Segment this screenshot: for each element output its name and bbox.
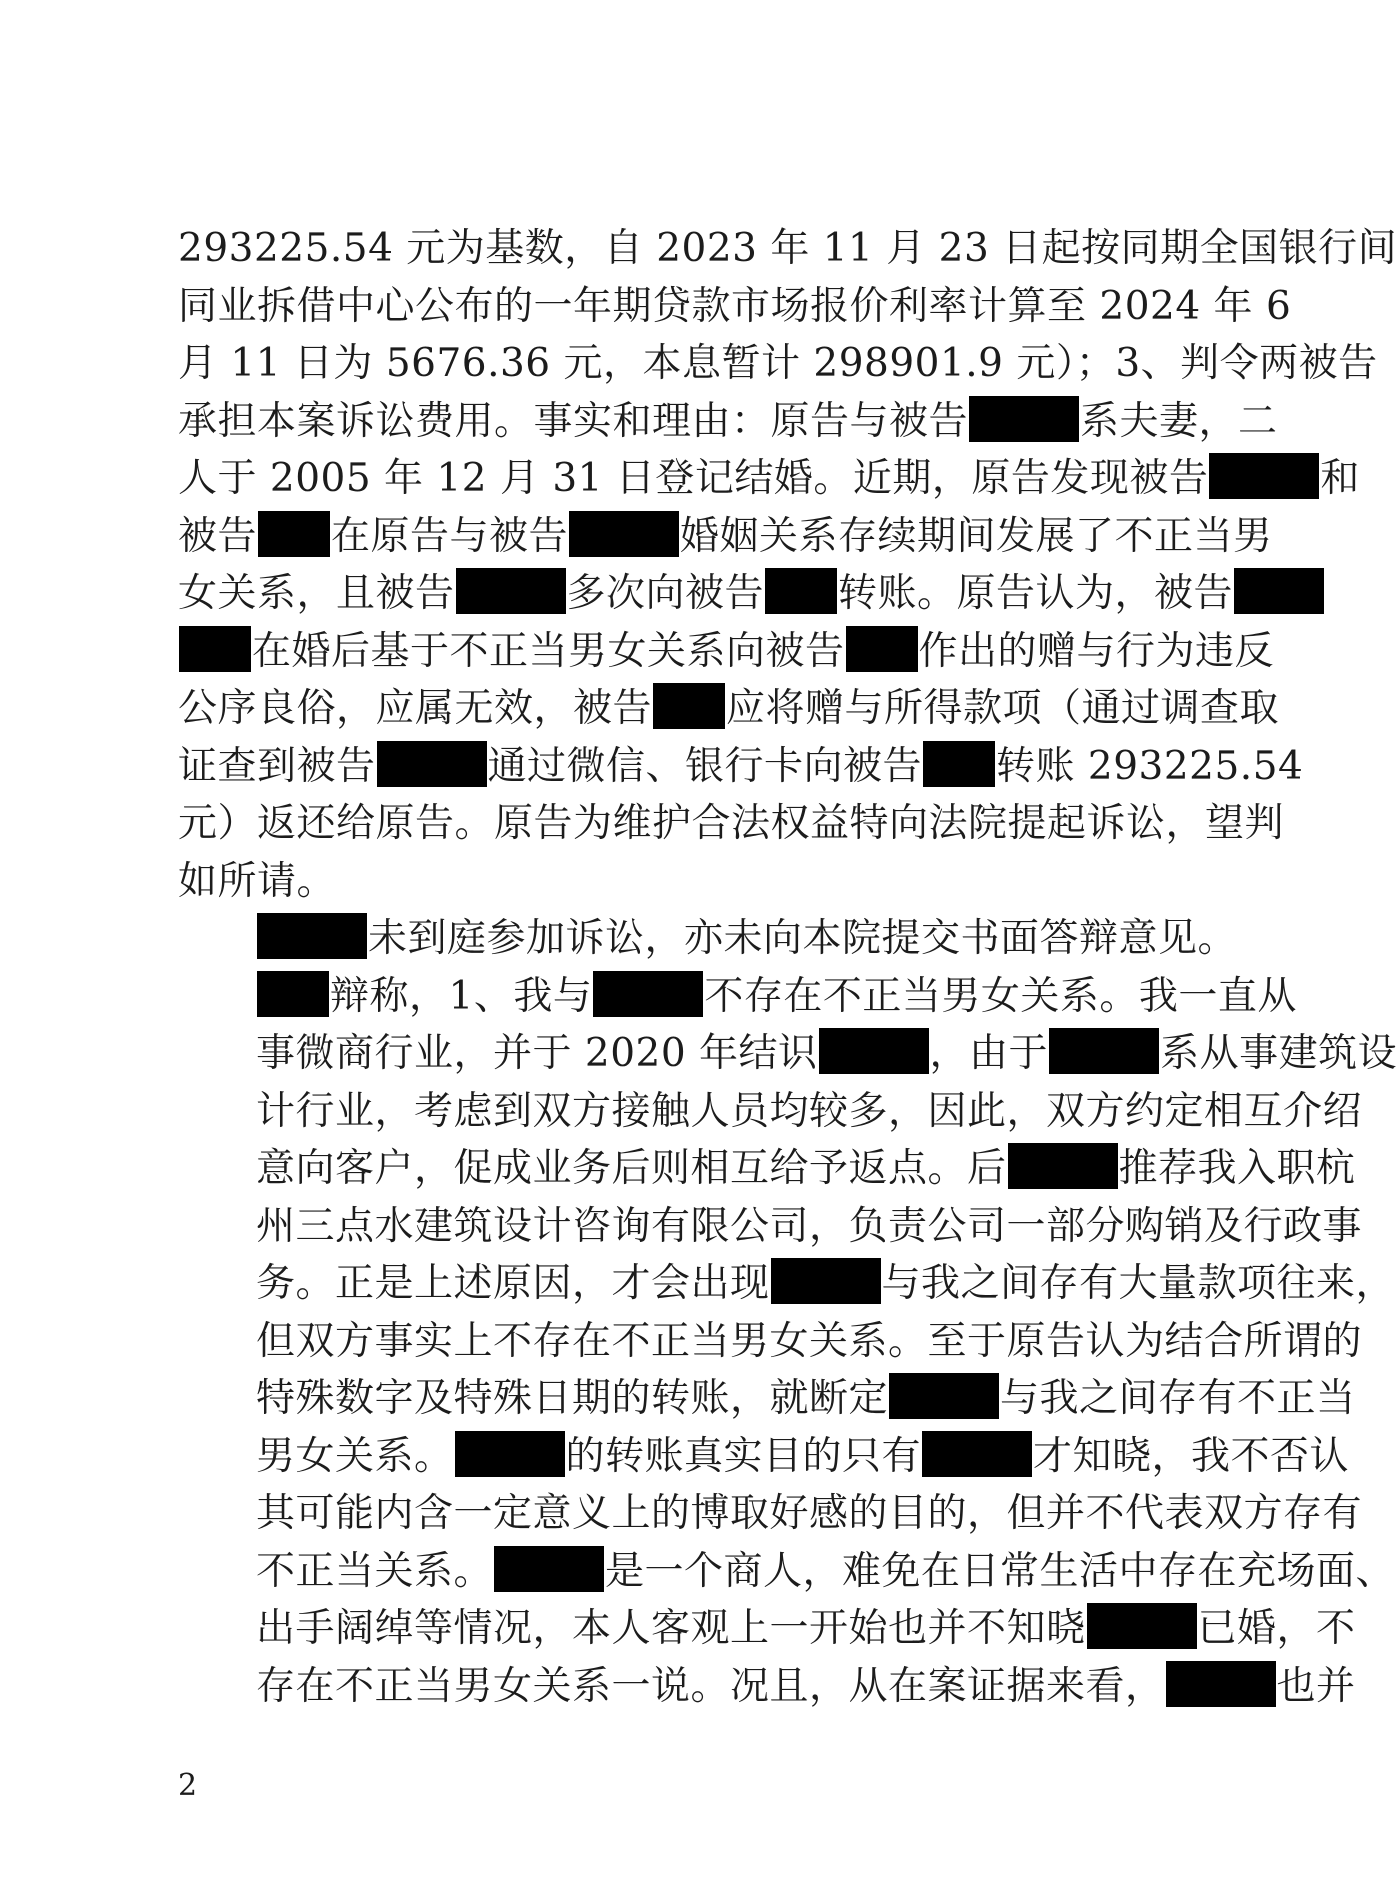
text-segment: 应将赠与所得款项（通过调查取 [726,686,1280,731]
text-segment: 通过微信、银行卡向被告 [487,743,923,789]
text-line [178,1543,1396,1601]
text-segment: 但双方事实上不存在不正当男女关系。至于原告认为结合所谓的 [256,1318,1363,1364]
text-line [178,1600,1356,1658]
redaction-box [569,511,679,557]
text-segment: 已婚，不 [1197,1606,1356,1651]
redaction-box [377,741,487,787]
redaction-box [1166,1661,1276,1707]
text-segment: 在婚后基于不正当男女关系向被告 [252,628,845,674]
redaction-box [455,1431,565,1477]
redaction-box [456,568,566,614]
text-segment: 不正当关系。 [256,1548,494,1594]
redaction-box [1234,568,1324,614]
text-segment: 州三点水建筑设计咨询有限公司，负责公司一部分购销及行政事 [256,1203,1363,1249]
text-line [178,1198,1363,1256]
text-segment: 多次向被告 [566,571,765,616]
text-segment: 被告 [178,513,258,559]
text-segment: 不存在不正当男女关系。我一直从 [704,973,1297,1019]
text-line [178,220,1397,278]
text-segment: 计行业，考虑到双方接触人员均较多，因此，双方约定相互介绍 [256,1088,1363,1134]
redaction-box [819,1028,929,1074]
text-segment: 婚姻关系存续期间发展了不正当男 [680,513,1273,559]
redaction-box [1209,453,1319,499]
text-segment: 辩称，1、我与 [330,973,593,1019]
redaction-box [923,741,995,787]
paragraph [178,910,1238,968]
text-segment: 和 [1320,456,1360,501]
text-segment: 其可能内含一定意义上的博取好感的目的，但并不代表双方存有 [256,1491,1363,1536]
document-body [178,220,1397,1715]
text-segment: 元）返还给原告。原告为维护合法权益特向法院提起诉讼，望判 [178,801,1285,846]
redaction-box [889,1373,999,1419]
text-segment: 转账。原告认为，被告 [838,571,1234,616]
text-line [178,393,1278,451]
text-segment: 公序良俗，应属无效，被告 [178,686,653,731]
text-segment: 在原告与被告 [331,513,569,559]
text-line [178,680,1280,738]
text-line [178,335,1378,393]
text-line [178,1370,1356,1428]
text-segment: 的转账真实目的只有 [565,1433,922,1479]
redaction-box [765,568,837,614]
redaction-box [771,1258,881,1304]
redaction-box [846,626,918,672]
text-line [178,1428,1350,1486]
text-line [178,1025,1397,1083]
redaction-box [179,626,251,672]
text-line [178,1658,1356,1716]
text-line [178,1140,1356,1198]
paragraph [178,968,1397,1716]
page-number: 2 [178,1768,198,1803]
redaction-box [257,971,329,1017]
text-segment: 证查到被告 [178,743,376,789]
text-segment: 与我之间存有不正当 [1000,1376,1356,1421]
text-line [178,278,1292,336]
text-segment: 存在不正当男女关系一说。况且，从在案证据来看， [256,1663,1165,1709]
text-line [178,795,1285,853]
redaction-box [257,913,367,959]
text-segment: 务。正是上述原因，才会出现 [256,1261,770,1306]
text-line [178,508,1273,566]
text-segment: 推荐我入职杭 [1118,1146,1356,1191]
text-segment: 特殊数字及特殊日期的转账，就断定 [256,1376,889,1421]
text-segment: 是一个商人，难免在日常生活中存在充场面、 [605,1548,1396,1594]
text-segment: 意向客户，促成业务后则相互给予返点。后 [256,1146,1007,1191]
text-segment: 才知晓，我不否认 [1033,1433,1350,1479]
text-segment: 出手阔绰等情况，本人客观上一开始也并不知晓 [256,1606,1086,1651]
text-segment: 女关系，且被告 [178,571,455,616]
text-line [178,1485,1363,1543]
redaction-box [1087,1603,1197,1649]
text-line [178,1313,1363,1371]
text-segment: 如所请。 [178,858,337,904]
paragraph [178,220,1397,910]
text-segment: 系夫妻，二 [1080,398,1278,444]
text-line [178,450,1360,508]
text-segment: 事微商行业，并于 2020 年结识 [256,1031,818,1076]
redaction-box [494,1546,604,1592]
text-segment: 承担本案诉讼费用。事实和理由：原告与被告 [178,398,969,444]
text-segment: 同业拆借中心公布的一年期贷款市场报价利率计算至 2024 年 6 [178,283,1292,329]
text-line [178,623,1275,681]
text-segment: 系从事建筑设 [1160,1031,1397,1076]
text-line [178,1083,1363,1141]
text-segment: ，由于 [929,1031,1049,1076]
text-segment: 作出的赠与行为违反 [918,628,1275,674]
text-segment: 未到庭参加诉讼，亦未向本院提交书面答辩意见。 [368,916,1238,961]
text-line [178,910,1238,968]
text-segment: 293225.54 元为基数，自 2023 年 11 月 23 日起按同期全国银行间 [178,226,1397,271]
text-line [178,738,1304,796]
text-line [178,1255,1396,1313]
redaction-box [258,511,330,557]
redaction-box [1008,1143,1118,1189]
text-line [178,565,1234,623]
text-segment: 人于 2005 年 12 月 31 日登记结婚。近期，原告发现被告 [178,456,1209,501]
text-segment: 也并 [1276,1663,1356,1709]
redaction-box [653,683,725,729]
redaction-box [593,971,703,1017]
text-line [178,853,1178,911]
redaction-box [969,396,1079,442]
redaction-box [922,1431,1032,1477]
text-segment: 与我之间存有大量款项往来， [881,1261,1396,1306]
text-segment: 月 11 日为 5676.36 元，本息暂计 298901.9 元）；3、判令两被告 [178,341,1378,386]
text-segment: 转账 293225.54 [996,743,1304,789]
text-line [178,968,1297,1026]
text-segment: 男女关系。 [256,1433,454,1479]
redaction-box [1049,1028,1159,1074]
